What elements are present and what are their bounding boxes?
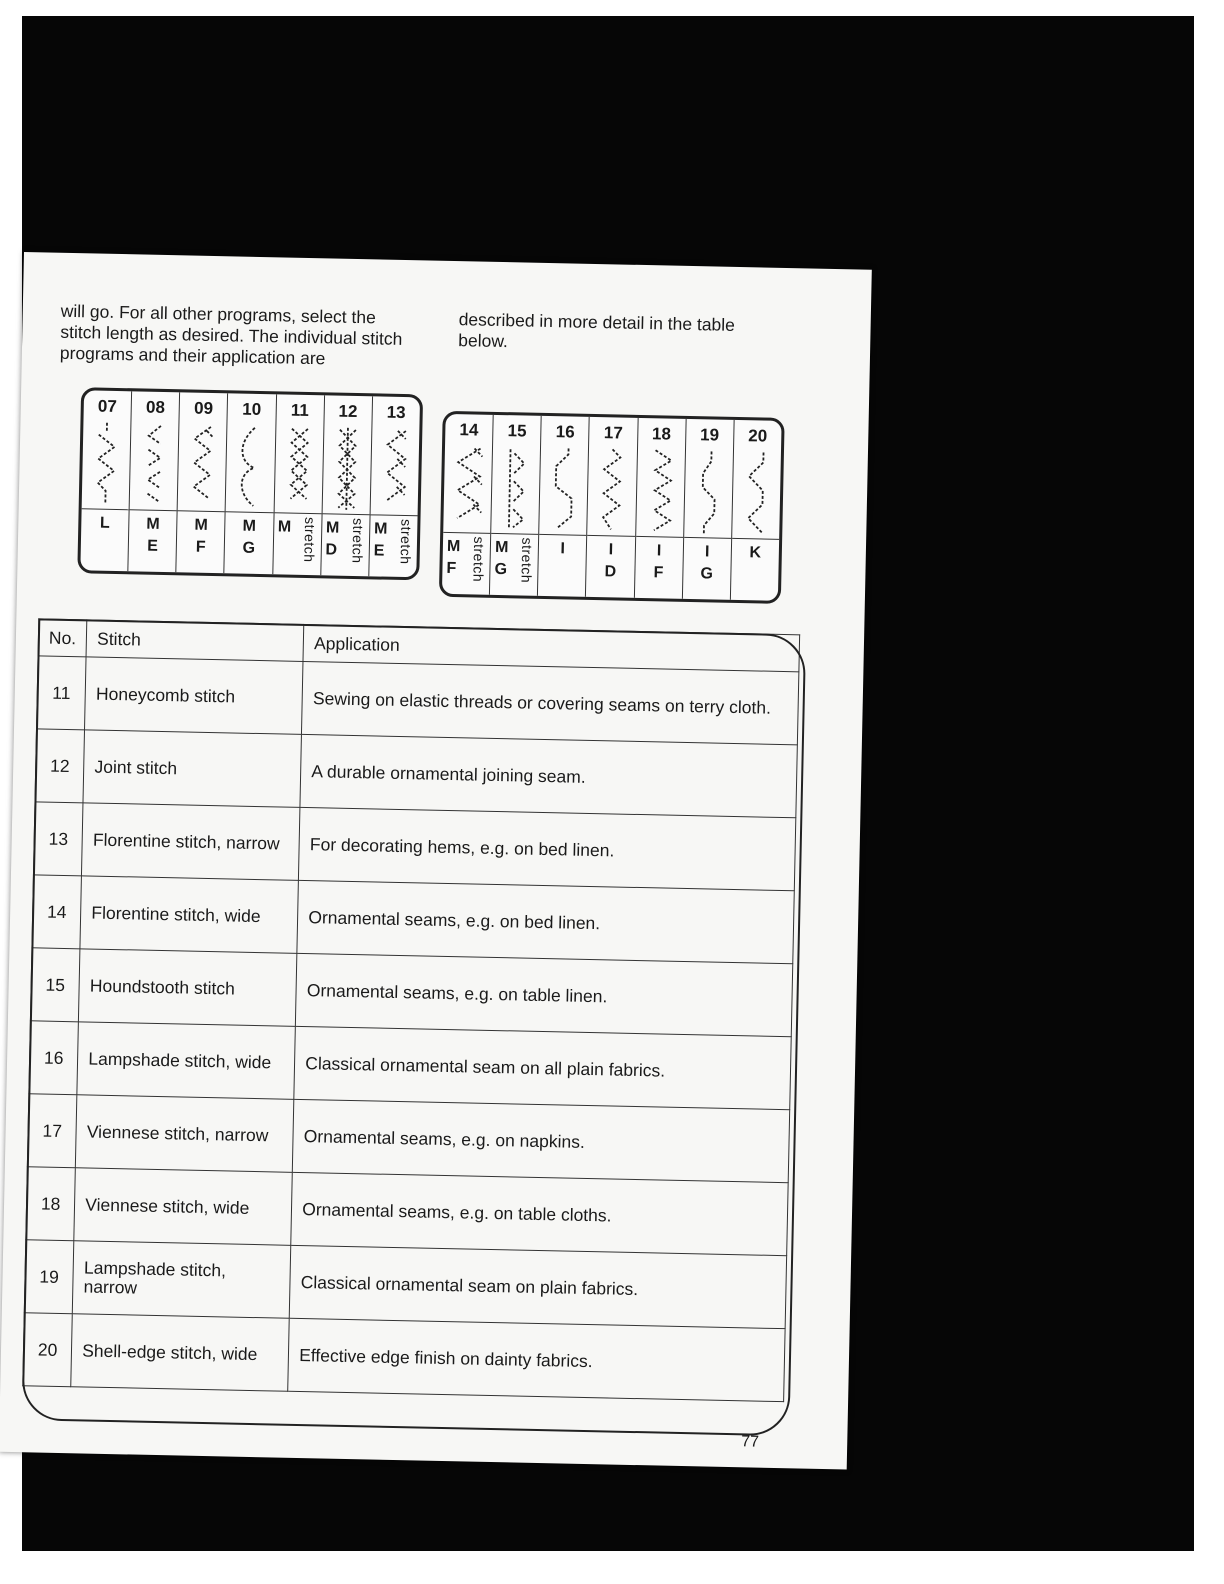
program-setting [539, 538, 587, 561]
cell-stitch: Houndstooth stitch [79, 949, 297, 1027]
program-number: 10 [242, 399, 262, 420]
cell-stitch: Shell-edge stitch, wide [71, 1314, 289, 1392]
program-number: 07 [97, 396, 118, 416]
stitch-panel-left [77, 387, 423, 580]
cell-application: Ornamental seams, e.g. on table cloths. [291, 1172, 788, 1255]
program-number: 17 [603, 423, 623, 443]
setting-length: G [242, 539, 256, 557]
florentine-icon [370, 424, 419, 513]
program-setting [635, 540, 683, 585]
stitch-program-09 [177, 392, 229, 573]
program-number: 08 [145, 397, 166, 417]
houndstooth-icon [491, 443, 540, 532]
stitch-program-20 [731, 420, 782, 601]
viennese-wide-icon [636, 446, 685, 535]
cell-stitch: Florentine stitch, narrow [82, 803, 300, 881]
stitch-program-17 [586, 417, 638, 598]
zigzag-small-icon [82, 418, 131, 507]
cell-no: 14 [32, 875, 82, 949]
program-number: 15 [507, 421, 527, 441]
setting-length: G [494, 560, 508, 579]
cell-no: 17 [27, 1094, 77, 1168]
stitch-program-18 [634, 418, 686, 599]
setting-width: M [494, 538, 509, 557]
cell-no: 20 [23, 1313, 73, 1387]
stretch-label: stretch [397, 518, 415, 565]
program-setting [81, 512, 129, 535]
divider [732, 538, 779, 540]
setting-length: D [604, 563, 617, 581]
divider [226, 511, 273, 513]
lampshade-narrow-icon [684, 447, 733, 536]
lampshade-icon [540, 444, 589, 533]
setting-width: M [325, 519, 340, 537]
stitch-program-13 [369, 396, 420, 577]
header-no: No. [38, 619, 87, 657]
setting-width: M [446, 537, 461, 556]
cell-application: Ornamental seams, e.g. on table linen. [296, 953, 793, 1036]
header-stitch: Stitch [86, 620, 304, 662]
cell-application: For decorating hems, e.g. on bed linen. [299, 807, 796, 890]
cell-stitch: Joint stitch [83, 730, 301, 808]
divider [491, 533, 538, 535]
cell-no: 12 [35, 729, 85, 803]
setting-width: M [146, 515, 160, 533]
setting-length: E [147, 537, 159, 555]
cell-no: 11 [37, 656, 87, 730]
setting-width: I [656, 542, 662, 560]
stitch-program-15 [490, 415, 542, 596]
stitch-table [22, 618, 800, 1402]
stitch-program-08 [128, 391, 180, 572]
cell-no: 19 [24, 1240, 74, 1314]
program-setting [225, 515, 273, 560]
program-setting [587, 539, 635, 584]
setting-width: L [99, 514, 110, 532]
manual-page [0, 252, 872, 1469]
program-setting [683, 541, 731, 586]
divider [82, 508, 129, 510]
cell-application: Sewing on elastic threads or covering seams on terry cloth. [302, 661, 799, 744]
stitch-program-07 [80, 390, 132, 571]
divider [178, 510, 225, 512]
program-setting [129, 513, 177, 558]
stretch-label: stretch [349, 517, 367, 564]
divider [636, 536, 683, 538]
divider [130, 509, 177, 511]
setting-length: F [446, 559, 457, 578]
divider [322, 513, 369, 515]
cell-application: A durable ornamental joining seam. [300, 734, 797, 817]
cell-stitch: Honeycomb stitch [85, 657, 303, 735]
cell-stitch: Florentine stitch, wide [80, 876, 298, 954]
setting-length: F [653, 564, 664, 582]
zigzag-arrow-icon [178, 420, 227, 509]
cell-application: Classical ornamental seam on all plain fabrics. [294, 1026, 791, 1109]
curve-icon [226, 421, 275, 510]
setting-width: K [749, 544, 762, 562]
scallop-icon [130, 419, 179, 508]
viennese-icon [588, 445, 637, 534]
cell-application: Ornamental seams, e.g. on bed linen. [297, 880, 794, 963]
program-number: 18 [651, 424, 672, 444]
cell-no: 18 [26, 1167, 76, 1241]
setting-width: I [704, 543, 710, 561]
setting-width: M [373, 520, 388, 538]
divider [588, 535, 635, 537]
stitch-program-10 [225, 393, 277, 574]
program-number: 11 [290, 400, 310, 420]
setting-length: E [373, 542, 385, 560]
stitch-program-12 [321, 395, 373, 576]
cell-stitch: Lampshade stitch, wide [77, 1022, 295, 1100]
florentine-wide-icon [443, 442, 492, 531]
stitch-program-16 [538, 416, 590, 597]
stitch-program-19 [683, 419, 735, 600]
stretch-label: stretch [518, 537, 536, 584]
cell-stitch: Viennese stitch, narrow [76, 1095, 294, 1173]
setting-width: I [560, 540, 566, 558]
cell-no: 13 [33, 802, 83, 876]
program-number: 12 [338, 401, 358, 422]
page-number: 77 [741, 1433, 760, 1451]
cell-application: Classical ornamental seam on plain fabrics. [289, 1245, 786, 1328]
setting-length: D [325, 541, 338, 559]
setting-width: M [242, 517, 257, 535]
setting-length: F [195, 538, 206, 556]
program-setting [177, 514, 225, 559]
program-number: 19 [699, 425, 720, 445]
stretch-label: stretch [470, 536, 488, 583]
program-number: 14 [459, 420, 479, 440]
stitch-program-11 [273, 394, 325, 575]
stitch-panel-right [439, 411, 785, 604]
program-setting [731, 542, 779, 565]
divider [539, 534, 586, 536]
divider [443, 532, 490, 534]
cell-no: 16 [29, 1021, 79, 1095]
divider [684, 537, 731, 539]
program-number: 13 [386, 402, 406, 423]
setting-width: M [277, 518, 292, 536]
cell-stitch: Lampshade stitch, narrow [73, 1241, 291, 1319]
joint-icon [322, 423, 371, 512]
divider [274, 512, 321, 514]
setting-width: I [608, 541, 614, 559]
program-number: 16 [555, 422, 575, 442]
cell-application: Effective edge finish on dainty fabrics. [288, 1318, 785, 1401]
honeycomb-icon [274, 422, 323, 511]
stitch-program-14 [442, 414, 494, 595]
cell-application: Ornamental seams, e.g. on napkins. [293, 1099, 790, 1182]
table-row [23, 1313, 785, 1402]
cell-stitch: Viennese stitch, wide [74, 1168, 292, 1246]
setting-width: M [194, 516, 209, 534]
shell-edge-icon [732, 448, 781, 537]
setting-length: G [700, 565, 714, 583]
cell-no: 15 [30, 948, 80, 1022]
intro-text-right: described in more detail in the table below. [458, 309, 736, 352]
intro-text-left: will go. For all other programs, select the stitch length as desired. The individual stitch programs and their application are [59, 300, 403, 369]
stretch-label: stretch [301, 516, 319, 563]
divider [370, 514, 417, 516]
program-number: 09 [193, 398, 214, 418]
program-number: 20 [748, 426, 768, 446]
header-application: Application [303, 624, 799, 671]
